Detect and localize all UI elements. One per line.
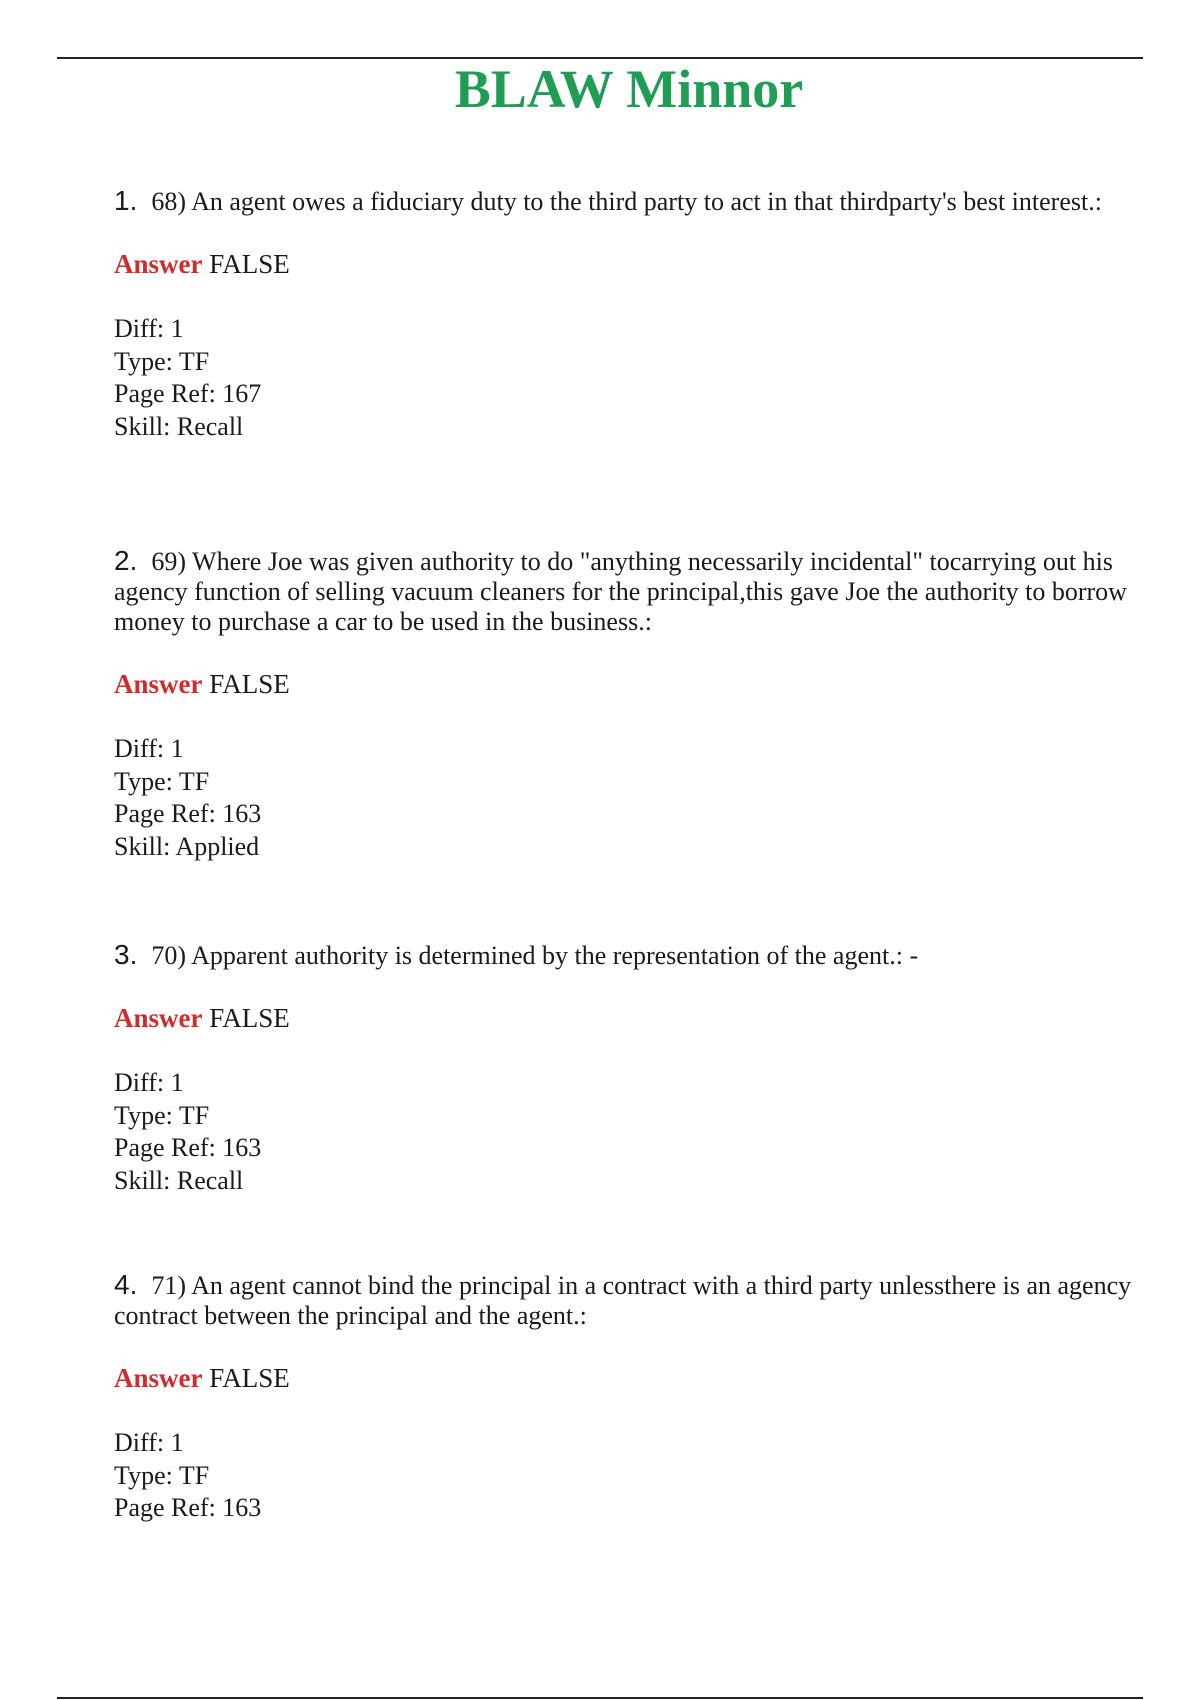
answer-value: FALSE	[209, 1003, 290, 1033]
meta-difficulty: Diff: 1	[114, 1068, 184, 1097]
meta-page-ref: Page Ref: 167	[114, 379, 262, 408]
question-text: 71) An agent cannot bind the principal in a contract with a third party unlessthere is an agency contract between the principal and the agent.:	[114, 1271, 1132, 1330]
question-text: 68) An agent owes a fiduciary duty to the third party to act in that thirdparty's best interest.:	[151, 187, 1102, 216]
meta-skill: Skill: Recall	[114, 1165, 244, 1195]
answer-label: Answer	[114, 249, 203, 279]
answer-label: Answer	[114, 669, 203, 699]
meta-page-ref: Page Ref: 163	[114, 1493, 262, 1522]
question-block	[114, 1270, 1134, 1525]
question-block	[114, 940, 1134, 1197]
answer-value: FALSE	[209, 1363, 290, 1393]
question-number: 4.	[114, 1269, 138, 1300]
question-text-line	[114, 940, 1134, 971]
question-metadata	[114, 1427, 1134, 1525]
answer-line	[114, 1363, 1134, 1393]
question-metadata	[114, 1067, 1134, 1197]
question-metadata	[114, 313, 1134, 443]
document-title: BLAW Minnor	[454, 59, 804, 119]
meta-skill: Skill: Applied	[114, 831, 260, 861]
question-text-line	[114, 1270, 1134, 1331]
question-text-line	[114, 186, 1134, 217]
answer-line	[114, 669, 1134, 699]
meta-skill: Skill: Recall	[114, 411, 244, 441]
question-block	[114, 186, 1134, 443]
answer-line	[114, 249, 1134, 279]
answer-label: Answer	[114, 1003, 203, 1033]
question-number: 1.	[114, 185, 138, 216]
meta-page-ref: Page Ref: 163	[114, 799, 262, 828]
meta-page-ref: Page Ref: 163	[114, 1133, 262, 1162]
question-number: 3.	[114, 939, 138, 970]
question-metadata	[114, 733, 1134, 863]
answer-label: Answer	[114, 1363, 203, 1393]
question-text: 69) Where Joe was given authority to do "anything necessarily incidental" tocarrying out his agency function of selling vacuum cleaners for the principal,this gave Joe the authority to borrow money to purchase a car to be used in the business.:	[114, 547, 1127, 636]
answer-value: FALSE	[209, 249, 290, 279]
answer-value: FALSE	[209, 669, 290, 699]
meta-type: Type: TF	[114, 1100, 210, 1130]
bottom-rule	[57, 1697, 1143, 1699]
question-text-line	[114, 546, 1134, 637]
meta-difficulty: Diff: 1	[114, 314, 184, 343]
meta-difficulty: Diff: 1	[114, 1428, 184, 1457]
question-number: 2.	[114, 545, 138, 576]
meta-type: Type: TF	[114, 346, 210, 376]
meta-type: Type: TF	[114, 1460, 210, 1490]
question-block	[114, 546, 1134, 863]
answer-line	[114, 1003, 1134, 1033]
question-text: 70) Apparent authority is determined by the representation of the agent.: -	[151, 941, 919, 970]
meta-difficulty: Diff: 1	[114, 734, 184, 763]
meta-type: Type: TF	[114, 766, 210, 796]
